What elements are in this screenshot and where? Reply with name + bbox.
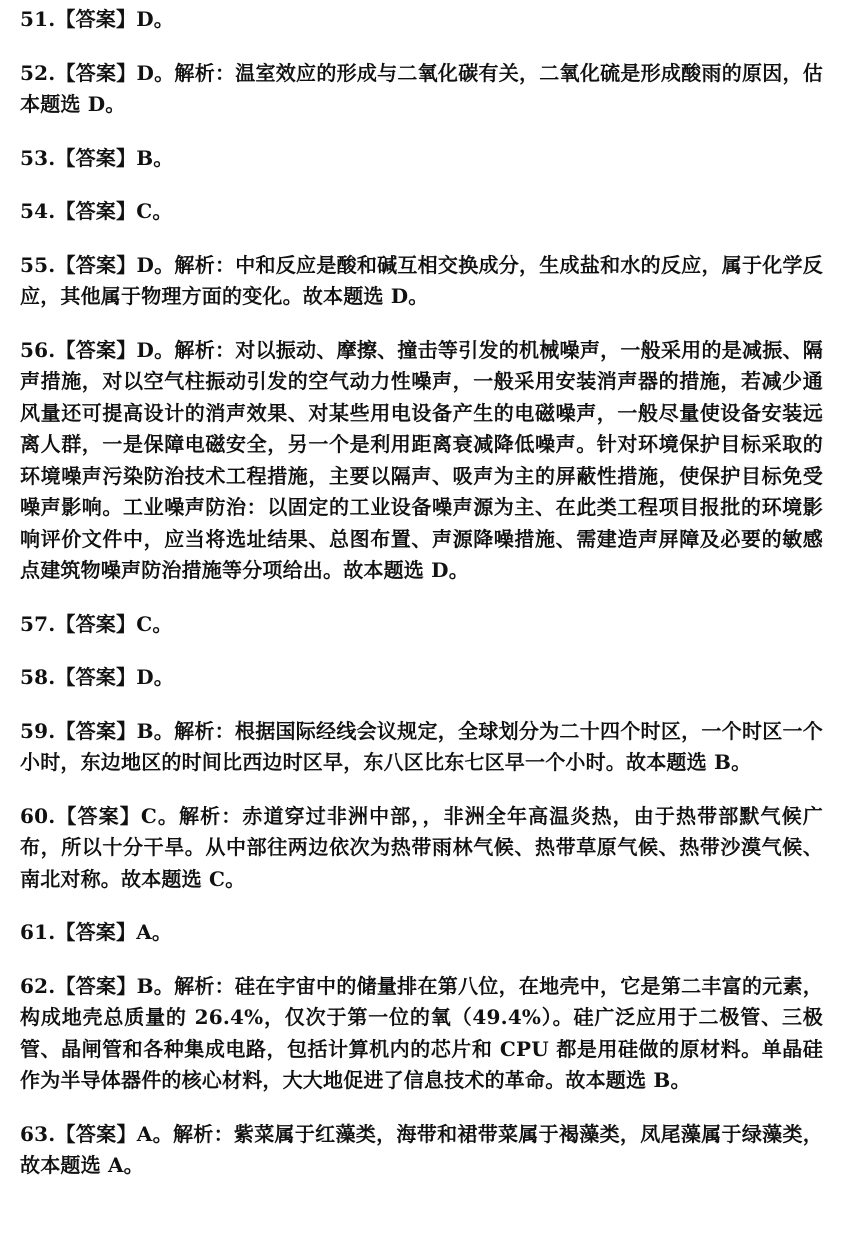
answer-58: 58.【答案】D。 [20,665,174,689]
answer-63: 63.【答案】A。解析：紫菜属于红藻类，海带和裙带菜属于褐藻类，凤尾藻属于绿藻类，故本题选 A。 [20,1121,823,1177]
answer-55: 55.【答案】D。解析：中和反应是酸和碱互相交换成分，生成盐和水的反应，属于化学反应，其他属于物理方面的变化。故本题选 D。 [20,252,823,308]
answer-51: 51.【答案】D。 [20,7,174,31]
answer-52: 52.【答案】D。解析：温室效应的形成与二氧化碳有关，二氧化硫是形成酸雨的原因，估本题选 D。 [20,60,823,116]
answer-62: 62.【答案】B。解析：硅在宇宙中的储量排在第八位，在地壳中，它是第二丰富的元素，构成地壳总质量的 26.4%，仅次于第一位的氧（49.4%）。硅广泛应用于二极管、三极管、晶闸管和各种集成电路，包括计算机内的芯片和 CPU 都是用硅做的原材料。单晶硅作为半导体器件的核心材料，大大地促进了信息技术的革命。故本题选 B。 [20,973,823,1092]
answer-59: 59.【答案】B。解析：根据国际经线会议规定，全球划分为二十四个时区，一个时区一个小时，东边地区的时间比西边时区早，东八区比东七区早一个小时。故本题选 B。 [20,718,823,774]
answer-56: 56.【答案】D。解析：对以振动、摩擦、撞击等引发的机械噪声，一般采用的是减振、隔声措施，对以空气柱振动引发的空气动力性噪声，一般采用安装消声器的措施，若减少通风量还可提高设计的消声效果、对某些用电设备产生的电磁噪声，一般尽量使设备安装远离人群，一是保障电磁安全，另一个是利用距离衰减降低噪声。针对环境保护目标采取的环境噪声污染防治技术工程措施，主要以隔声、吸声为主的屏蔽性措施，使保护目标免受噪声影响。工业噪声防治：以固定的工业设备噪声源为主、在此类工程项目报批的环境影响评价文件中，应当将选址结果、总图布置、声源降噪措施、需建造声屏障及必要的敏感点建筑物噪声防治措施等分项给出。故本题选 D。 [20,337,823,582]
answer-57: 57.【答案】C。 [20,611,173,636]
answer-53: 53.【答案】B。 [20,145,174,170]
answer-60: 60.【答案】C。解析：赤道穿过非洲中部，，非洲全年高温炎热，由于热带部默气候广布，所以十分干旱。从中部往两边依次为热带雨林气候、热带草原气候、热带沙漠气候、南北对称。故本题选 C。 [20,803,823,891]
answer-54: 54.【答案】C。 [20,199,173,223]
answer-61: 61.【答案】A。 [20,920,173,944]
